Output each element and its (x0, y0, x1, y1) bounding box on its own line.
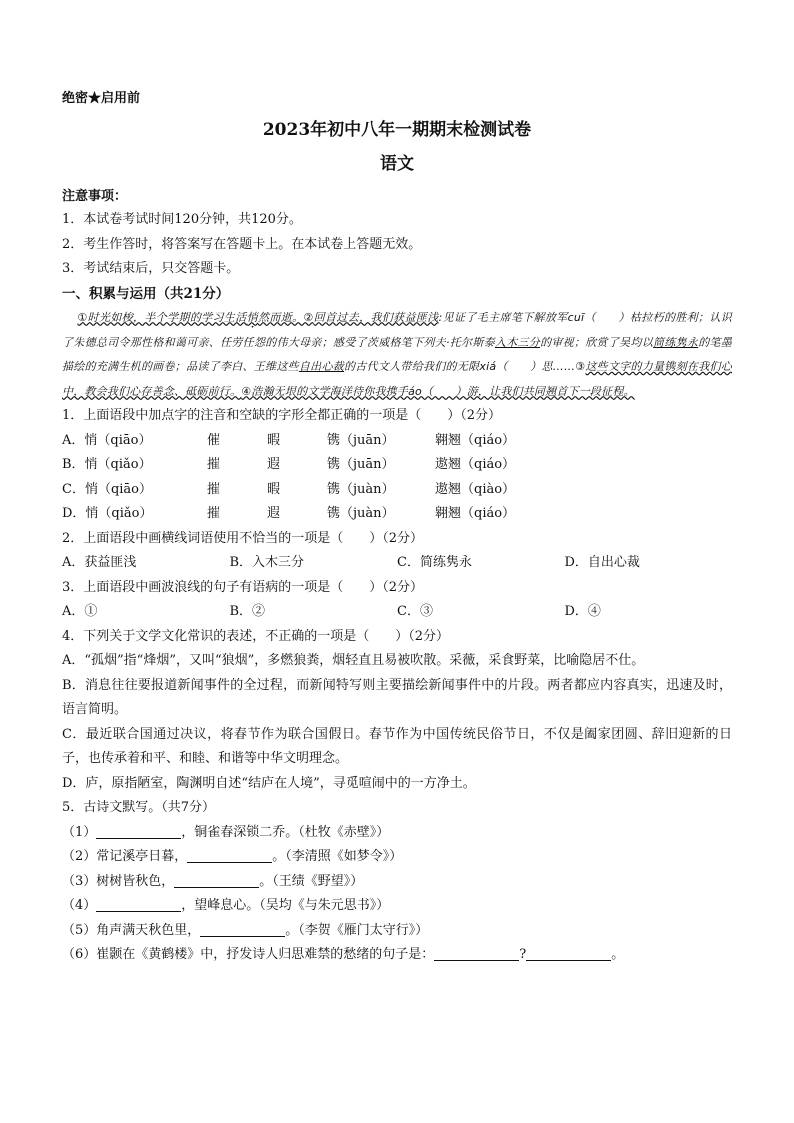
q4-option-c: C．最近联合国通过决议，将春节作为联合国假日。春节作为中国传统民俗节日，不仅是阖家团圆、辞旧迎新的日子，也传承着和平、和睦、和谐等中华文明理念。 (62, 726, 732, 766)
answer-blank[interactable] (187, 847, 272, 863)
underlined-term-4: 自出心裁 (298, 360, 345, 373)
confidential-mark: 绝密★启用前 (62, 91, 141, 106)
q1-option-a: A．悄（qiāo） 催 暇 镌（juān） 翱翘（qiáo） (62, 432, 516, 448)
question-4-stem: 4．下列关于文学文化常识的表述，不正确的一项是（ ）（2分） (62, 628, 450, 644)
notice-item-3: 3．考试结束后，只交答题卡。 (62, 261, 240, 276)
q4-option-a: A．“孤烟”指“烽烟”，又叫“狼烟”，多燃狼粪，烟轻直且易被吹散。采薇，采食野菜，比喻隐居不仕。 (62, 653, 645, 668)
answer-blank[interactable] (434, 945, 519, 961)
sentence-2-start: 回首过去，我们获益匪浅 (313, 310, 439, 324)
q4-option-d: D．庐，原指陋室，陶渊明自述“结庐在人境”，寻觅喧闹中的一方净土。 (62, 775, 476, 791)
subject-title: 语文 (380, 154, 414, 174)
q4-option-b: B．消息往往要报道新闻事件的全过程，而新闻特写则主要描绘新闻事件中的片段。两者都应内容真实，迅速及时，语言简明。 (62, 677, 732, 717)
q3-option-a: A．① (62, 604, 98, 619)
q5-item-2: （2）常记溪亭日暮， 。（李清照《如梦令》） (62, 849, 403, 864)
q2-option-c: C．简练隽永 (397, 555, 472, 570)
section-1-heading: 一、积累与运用（共21分） (62, 285, 230, 302)
q3-option-c: C．③ (397, 604, 433, 619)
notice-heading: 注意事项： (62, 189, 128, 204)
q5-item-5: （5）角声满天秋色里， 。（李贺《雁门太守行》） (62, 922, 429, 938)
q1-option-b: B．悄（qiǎo） 摧 遐 镌（juān） 遨翘（qiáo） (62, 457, 516, 472)
answer-blank[interactable] (174, 872, 259, 888)
answer-blank[interactable] (96, 896, 181, 912)
notice-item-2: 2．考生作答时，将答案写在答题卡上。在本试卷上答题无效。 (62, 236, 422, 252)
question-1-stem: 1．上面语段中加点字的注音和空缺的字形全都正确的一项是（ ）（2分） (62, 408, 502, 423)
question-2-stem: 2．上面语段中画横线词语使用不恰当的一项是（ ）（2分） (62, 530, 424, 546)
q2-option-b: B．入木三分 (229, 555, 305, 570)
notice-item-1: 1．本试卷考试时间120分钟，共120分。 (62, 212, 302, 227)
answer-blank[interactable] (526, 945, 611, 961)
answer-blank[interactable] (200, 921, 285, 937)
q2-option-d: D．自出心裁 (564, 555, 640, 570)
q3-options (62, 600, 732, 625)
question-5-stem: 5．古诗文默写。（共7分） (62, 800, 216, 815)
q5-item-3: （3）树树皆秋色， 。（王绩《野望》） (62, 873, 364, 889)
answer-blank[interactable] (96, 823, 181, 839)
q1-option-d: D．悄（qiǎo） 摧 遐 镌（juàn） 翱翘（qiáo） (62, 506, 516, 521)
dotted-char: 悄 (246, 310, 258, 324)
q5-item-4: （4） ，望峰息心。（吴均《与朱元思书》） (62, 898, 390, 913)
q2-options (62, 551, 732, 576)
sentence-4: ④浩瀚无垠的文学海洋待你我携手áo（ ）游，让我们共同翘首下一段征程。 (241, 384, 635, 398)
q1-option-c: C．悄（qiāo） 摧 暇 镌（juàn） 遨翘（qiào） (62, 481, 516, 497)
q3-option-b: B．② (229, 604, 266, 619)
q5-item-1: （1） ，铜雀春深锁二乔。（杜牧《赤壁》） (62, 824, 390, 840)
reading-passage: ①时光如梭，半个学期的学习生活悄然而逝。②回首过去，我们获益匪浅:见证了毛主席笔下解放军cuī（ ）枯拉朽的胜利；认识了朱德总司令那性格和蔼可亲、任劳任怨的伟大母亲；感受了茨威格笔下列夫·托尔斯泰入木三分的审视；欣赏了吴均以简练隽永的笔墨描绘的充满生机的画卷；品读了李白、王维这些自出心裁的古代文人带给我们的无限xiá（ ）思……③这些文字的力量镌刻在我们心中，教会我们心存善念、砥砺前行。④浩瀚无垠的文学海洋待你我携手áo（ ）游，让我们共同翘首下一段征程。 (62, 310, 732, 398)
exam-title: 2023年初中八年一期期末检测试卷 (262, 120, 532, 140)
q3-option-d: D．④ (564, 604, 601, 619)
sentence-1: ①时光如梭，半个学期的学习生活悄然而逝。② (77, 310, 314, 324)
q5-item-6: （6）崔颢在《黄鹤楼》中，抒发诗人归思难禁的愁绪的句子是： ? 。 (62, 947, 625, 962)
question-3-stem: 3．上面语段中画波浪线的句子有语病的一项是（ ）（2分） (62, 579, 424, 595)
sentence-3: 这些文字的力量镌刻在我们心中，教会我们心存善念、砥砺前行。 (62, 360, 732, 398)
underlined-term-2: 入木三分 (494, 335, 541, 349)
q2-option-a: A．获益匪浅 (62, 555, 137, 570)
underlined-term-3: 简练隽永 (653, 335, 699, 349)
